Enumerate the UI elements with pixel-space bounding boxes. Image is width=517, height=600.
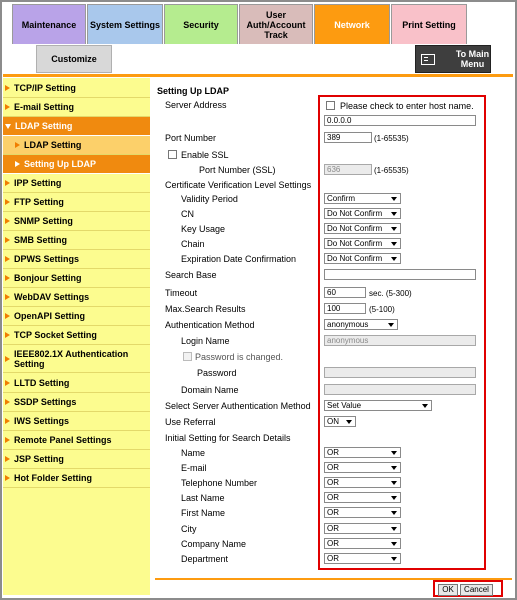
server-address-input[interactable]: 0.0.0.0 (324, 115, 476, 126)
chain-label: Chain (181, 239, 205, 249)
max-results-range: (5-100) (369, 305, 395, 314)
arrow-right-icon (5, 399, 10, 405)
select-value: OR (327, 524, 339, 533)
sidebar-item-label: E-mail Setting (14, 102, 75, 112)
first-name-label: First Name (181, 508, 226, 518)
sidebar-item-label: SNMP Setting (14, 216, 73, 226)
select-value: OR (327, 463, 339, 472)
first-name-select[interactable] (324, 507, 401, 518)
key-usage-label: Key Usage (181, 224, 226, 234)
domain-name-input[interactable] (324, 384, 476, 395)
sidebar-item-jsp[interactable] (3, 450, 150, 469)
chain-select[interactable] (324, 238, 401, 249)
sidebar-item-label: LDAP Setting (15, 121, 73, 131)
tab-label: Print Setting (402, 19, 456, 30)
ok-button[interactable]: OK (438, 584, 458, 596)
server-auth-select[interactable] (324, 400, 432, 411)
select-value: OR (327, 493, 339, 502)
arrow-right-icon (5, 256, 10, 262)
chevron-down-icon (391, 466, 397, 470)
timeout-input[interactable]: 60 (324, 287, 366, 298)
select-value: OR (327, 448, 339, 457)
select-value: Do Not Confirm (327, 239, 383, 248)
password-changed-label: Password is changed. (195, 352, 284, 362)
arrow-right-icon (15, 161, 20, 167)
arrow-right-icon (5, 294, 10, 300)
sidebar-item-dpws[interactable] (3, 250, 150, 269)
validity-label: Validity Period (181, 194, 238, 204)
arrow-right-icon (5, 104, 10, 110)
tab-underline (3, 74, 513, 77)
cn-select[interactable] (324, 208, 401, 219)
use-referral-select[interactable] (324, 416, 356, 427)
arrow-right-icon (5, 437, 10, 443)
tab-label: System Settings (89, 19, 161, 30)
select-value: Do Not Confirm (327, 254, 383, 263)
sidebar-item-ldap[interactable] (3, 117, 150, 136)
sidebar-item-label: TCP Socket Setting (14, 330, 97, 340)
tab-maintenance[interactable] (12, 4, 86, 44)
tab-label: User Auth/Account Track (246, 9, 306, 40)
sidebar-item-label: SMB Setting (14, 235, 67, 245)
to-main-menu-button[interactable] (415, 45, 491, 73)
sidebar-item-ssdp[interactable] (3, 393, 150, 412)
tab-network[interactable] (314, 4, 390, 44)
password-input[interactable] (324, 367, 476, 378)
arrow-right-icon (5, 380, 10, 386)
port-number-label: Port Number (165, 133, 217, 143)
sidebar-item-label: JSP Setting (14, 454, 64, 464)
sidebar-item-iws[interactable] (3, 412, 150, 431)
arrow-right-icon (5, 85, 10, 91)
arrow-right-icon (5, 275, 10, 281)
sidebar-item-label: LDAP Setting (24, 140, 82, 150)
chevron-down-icon (391, 511, 397, 515)
arrow-right-icon (5, 456, 10, 462)
name-label: Name (181, 448, 206, 458)
tab-label: Maintenance (21, 19, 77, 30)
validity-select[interactable] (324, 193, 401, 204)
select-value: ON (327, 417, 339, 426)
chevron-down-icon (391, 197, 397, 201)
select-value: OR (327, 539, 339, 548)
search-base-label: Search Base (165, 270, 217, 280)
sidebar-item-label: Hot Folder Setting (14, 473, 92, 483)
password-changed-checkbox[interactable] (183, 352, 192, 361)
sidebar-item-snmp[interactable] (3, 212, 150, 231)
company-select[interactable] (324, 538, 401, 549)
main-menu-icon (421, 54, 435, 65)
sidebar-item-lltd[interactable] (3, 374, 150, 393)
initial-search-label: Initial Setting for Search Details (165, 433, 291, 443)
login-name-input[interactable]: anonymous (324, 335, 476, 346)
select-value: Do Not Confirm (327, 224, 383, 233)
host-name-checkbox-label: Please check to enter host name. (340, 101, 474, 111)
email-label: E-mail (181, 463, 207, 473)
sidebar (3, 78, 150, 595)
chevron-down-icon (391, 481, 397, 485)
timeout-label: Timeout (165, 288, 198, 298)
city-label: City (181, 524, 197, 534)
chevron-down-icon (391, 527, 397, 531)
sidebar-item-ipp[interactable] (3, 174, 150, 193)
sidebar-subitem-ldap-setting[interactable] (3, 136, 150, 155)
arrow-right-icon (5, 332, 10, 338)
domain-name-label: Domain Name (181, 385, 239, 395)
sidebar-item-label: Setting Up LDAP (24, 159, 96, 169)
max-results-input[interactable]: 100 (324, 303, 366, 314)
sidebar-item-email[interactable] (3, 98, 150, 117)
chevron-down-icon (346, 420, 352, 424)
arrow-right-icon (5, 218, 10, 224)
tab-system-settings[interactable] (87, 4, 163, 44)
timeout-range: sec. (5-300) (369, 289, 412, 298)
last-name-select[interactable] (324, 492, 401, 503)
sidebar-subitem-setting-up-ldap[interactable] (3, 155, 150, 174)
sidebar-item-remote-panel[interactable] (3, 431, 150, 450)
name-select[interactable] (324, 447, 401, 458)
sidebar-item-label: FTP Setting (14, 197, 64, 207)
department-label: Department (181, 554, 229, 564)
sidebar-item-label: OpenAPI Setting (14, 311, 86, 321)
tab-security[interactable] (164, 4, 238, 44)
sidebar-item-label: LLTD Setting (14, 378, 70, 388)
sidebar-item-label: Remote Panel Settings (14, 435, 112, 445)
max-results-label: Max.Search Results (165, 304, 246, 314)
select-value: OR (327, 554, 339, 563)
sidebar-item-tcp-socket[interactable] (3, 326, 150, 345)
sidebar-item-ieee8021x[interactable] (3, 345, 150, 373)
chevron-down-icon (391, 242, 397, 246)
auth-method-select[interactable] (324, 319, 398, 330)
chevron-down-icon (391, 451, 397, 455)
select-value: OR (327, 508, 339, 517)
select-value: anonymous (327, 320, 369, 329)
sidebar-item-label: IEEE802.1X Authentication Setting (14, 348, 129, 369)
chevron-down-icon (391, 542, 397, 546)
sidebar-item-label: IPP Setting (14, 178, 62, 188)
sidebar-item-openapi[interactable] (3, 307, 150, 326)
arrow-right-icon (5, 199, 10, 205)
chevron-down-icon (391, 212, 397, 216)
arrow-right-icon (5, 475, 10, 481)
sidebar-item-label: TCP/IP Setting (14, 83, 76, 93)
sidebar-item-hot-folder[interactable] (3, 469, 150, 488)
sidebar-item-ftp[interactable] (3, 193, 150, 212)
sidebar-item-label: DPWS Settings (14, 254, 80, 264)
chevron-down-icon (391, 496, 397, 500)
port-number-range: (1-65535) (374, 134, 409, 143)
sidebar-item-smb[interactable] (3, 231, 150, 250)
select-value: Set Value (327, 401, 362, 410)
email-select[interactable] (324, 462, 401, 473)
main-menu-label: To Main Menu (455, 49, 490, 69)
tab-label: Network (334, 19, 370, 30)
select-value: Do Not Confirm (327, 209, 383, 218)
expiration-label: Expiration Date Confirmation (181, 254, 297, 264)
port-ssl-input[interactable]: 636 (324, 164, 372, 175)
tab-label: Security (183, 19, 219, 30)
cancel-button[interactable]: Cancel (460, 584, 493, 596)
cn-label: CN (181, 209, 194, 219)
search-base-input[interactable] (324, 269, 476, 280)
cert-level-label: Certificate Verification Level Settings (165, 180, 312, 190)
sidebar-item-label: WebDAV Settings (14, 292, 90, 302)
expiration-select[interactable] (324, 253, 401, 264)
sidebar-item-tcpip[interactable] (3, 79, 150, 98)
chevron-down-icon (391, 557, 397, 561)
sidebar-item-label: IWS Settings (14, 416, 70, 426)
password-label: Password (197, 368, 237, 378)
server-auth-label: Select Server Authentication Method (165, 401, 311, 411)
arrow-right-icon (15, 142, 20, 148)
arrow-down-icon (5, 124, 11, 129)
chevron-down-icon (388, 323, 394, 327)
login-name-label: Login Name (181, 336, 230, 346)
chevron-down-icon (391, 227, 397, 231)
department-select[interactable] (324, 553, 401, 564)
sidebar-item-label: SSDP Settings (14, 397, 77, 407)
host-name-checkbox[interactable] (326, 101, 335, 110)
arrow-right-icon (5, 237, 10, 243)
select-value: OR (327, 478, 339, 487)
telephone-select[interactable] (324, 477, 401, 488)
enable-ssl-label: Enable SSL (181, 150, 229, 160)
chevron-down-icon (422, 404, 428, 408)
arrow-right-icon (5, 313, 10, 319)
tab-user-auth[interactable] (239, 4, 313, 44)
city-select[interactable] (324, 523, 401, 534)
telephone-label: Telephone Number (181, 478, 258, 488)
server-address-label: Server Address (165, 100, 227, 110)
sidebar-item-webdav[interactable] (3, 288, 150, 307)
use-referral-label: Use Referral (165, 417, 216, 427)
arrow-right-icon (5, 418, 10, 424)
tab-label: Customize (51, 54, 97, 64)
page-title: Setting Up LDAP (157, 86, 229, 96)
chevron-down-icon (391, 257, 397, 261)
arrow-right-icon (5, 356, 10, 362)
enable-ssl-checkbox[interactable] (168, 150, 177, 159)
auth-method-label: Authentication Method (165, 320, 255, 330)
sidebar-item-bonjour[interactable] (3, 269, 150, 288)
select-value: Confirm (327, 194, 356, 203)
key-usage-select[interactable] (324, 223, 401, 234)
port-ssl-range: (1-65535) (374, 166, 409, 175)
port-ssl-label: Port Number (SSL) (199, 165, 276, 175)
sidebar-item-label: Bonjour Setting (14, 273, 82, 283)
port-number-input[interactable]: 389 (324, 132, 372, 143)
arrow-right-icon (5, 180, 10, 186)
company-label: Company Name (181, 539, 247, 549)
tab-print-setting[interactable] (391, 4, 467, 44)
last-name-label: Last Name (181, 493, 225, 503)
tab-customize[interactable] (36, 45, 112, 73)
